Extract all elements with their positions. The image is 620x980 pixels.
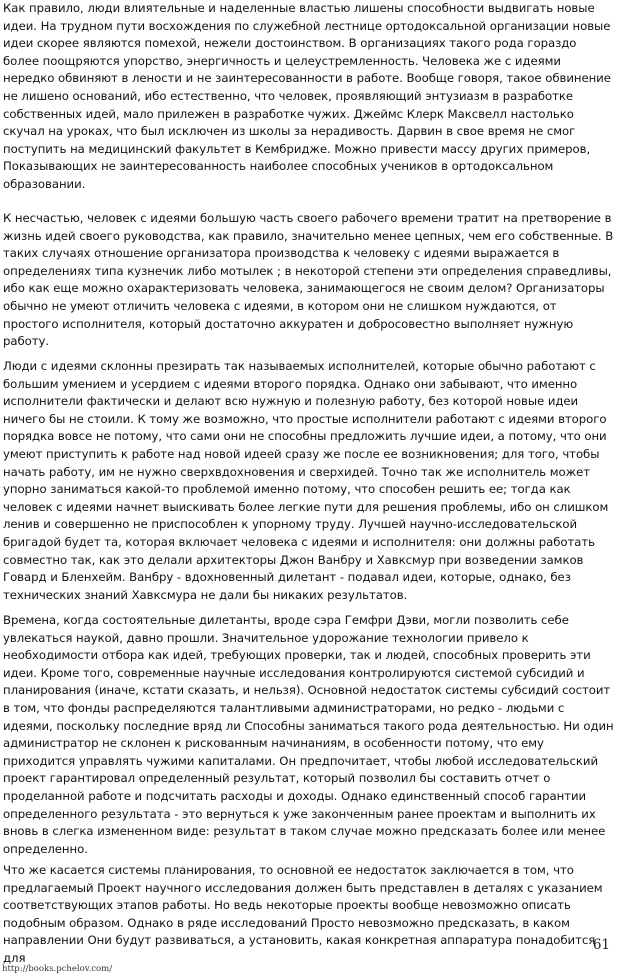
paragraph-3: Люди с идеями склонны презирать так называемых исполнителей, которые обычно работают с большим умением и усердием с идеями второго порядка. Однако они забывают, что именно исполнители фактически и делают всю нужную и полезную работу, без которой новые идеи ничего бы не стоили. К тому же возможно, что простые исполнители работают с идеями второго порядка вовсе не потому, что сами они не способны предложить лучшие идеи, а потому, что они умеют приступить к работе над новой идеей сразу же после ее возникновения; для того, чтобы начать работу, им не нужно сверхвдохновения и сверхидей. Точно так же исполнитель может упорно заниматься какой-то проблемой именно потому, что способен решить ее; тогда как человек с идеями начнет выискивать более легкие пути для решения проблемы, ибо он слишком ленив и совершенно не приспособлен к упорному труду. Лучшей научно-исследовательской бригадой будет та, которая включает человека с идеями и исполнителя: они должны работать совместно так, как это делали архитекторы Джон Ванбру и Хавксмур при возведении замков Говард и Бленхейм. Ванбру - вдохновенный дилетант - подавал идеи, которые, однако, без технических знаний Хавксмура не дали бы никаких результатов. <box>3 359 609 602</box>
footer-url: http://books.pchelov.com/ <box>2 964 113 974</box>
page-number: 61 <box>592 937 610 953</box>
paragraph-2: К несчастью, человек с идеями большую часть своего рабочего времени тратит на претворение в жизнь идей своего руководства, как правило, значительно менее цепных, чем его собственные. В таких случаях отношение организатора производства к человеку с идеями выражается в определениях типа кузнечик либо мотылек ; в некоторой степени эти определения справедливы, ибо как еще можно охарактеризовать человека, занимающегося не своим делом? Организаторы обычно не умеют отличить человека с идеями, в котором они не слишком нуждаются, от простого исполнителя, который достаточно аккуратен и добросовестно выполняет нужную работу. <box>3 211 614 349</box>
paragraph-4: Времена, когда состоятельные дилетанты, вроде сэра Гемфри Дэви, могли позволить себе увлекаться наукой, давно прошли. Значительное удорожание технологии привело к необходимости отбора как идей, требующих проверки, так и людей, способных проверить эти идеи. Кроме того, современные научные исследования контролируются системой субсидий и планирования (иначе, кстати сказать, и нельзя). Основной недостаток системы субсидий состоит в том, что фонды распределяются талантливыми администраторами, но редко - людьми с идеями, поскольку последние вряд ли Способны заниматься такого рода деятельностью. Ни один администратор не склонен к рискованным начинаниям, в особенности потому, что ему приходится управлять чужими капиталами. Он предпочитает, чтобы любой исследовательский проект гарантировал определенный результат, который позволил бы составить отчет о проделанной работе и подсчитать расходы и доходы. Однако единственный способ гарантии определенного результата - это вернуться к уже законченным ранее проектам и выполнить их вновь в слегка измененном виде: результат в таком случае можно предсказать более или менее определенно. <box>3 613 614 856</box>
paragraph-1: Как правило, люди влиятельные и наделенные властью лишены способности выдвигать новые идеи. На трудном пути восхождения по служебной лестнице ортодоксальной организации новые идеи скорее являются помехой, нежели достоинством. В организациях такого рода гораздо более поощряются упорство, энергичность и целеустремленность. Человека же с идеями нередко обвиняют в лености и не заинтересованности в работе. Вообще говоря, такое обвинение не лишено оснований, ибо естественно, что человек, проявляющий энтузиазм в разработке собственных идей, мало прилежен в разработке чужих. Джеймс Клерк Максвелл настолько скучал на уроках, что был исключен из школы за нерадивость. Дарвин в свое время не смог поступить на медицинский факультет в Кембридже. Можно привести массу других примеров, Показывающих не заинтересованность наиболее способных учеников в ортодоксальном образовании. <box>3 1 611 191</box>
paragraph-5: Что же касается системы планирования, то основной ее недостаток заключается в том, что предлагаемый Проект научного исследования должен быть представлен в деталях с указанием соответствующих этапов работы. Но ведь некоторые проекты вообще невозможно описать подобным образом. Однако в ряде исследований Просто невозможно предсказать, в каком направлении Они будут развиваться, а установить, какая конкретная аппаратура понадобится для <box>3 863 603 965</box>
